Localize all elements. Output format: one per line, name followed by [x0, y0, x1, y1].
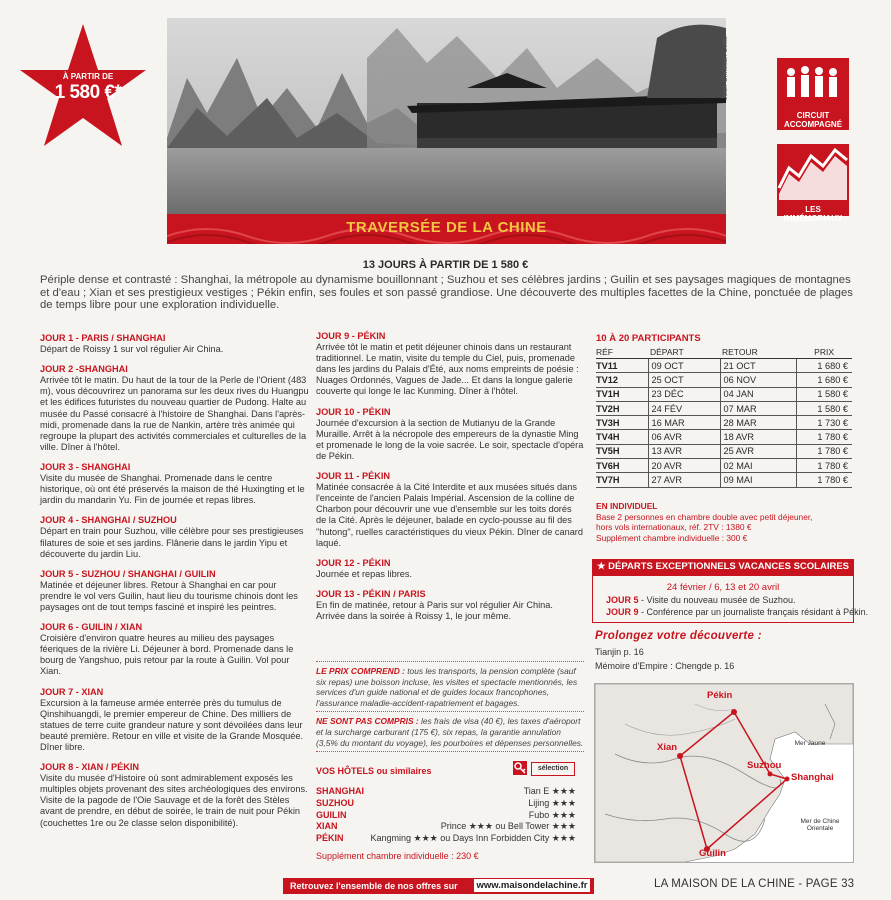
column-header: PRIX [796, 346, 852, 359]
map-city-beijing: Pékin [707, 690, 733, 701]
price-cell: 1 580 € [796, 387, 852, 401]
return-cell: 07 MAR [720, 401, 796, 415]
photo-credit: Jean-Christian Cottu [722, 36, 729, 100]
excludes-label: NE SONT PAS COMPRIS : [316, 716, 419, 727]
price-cell: 1 580 € [796, 401, 852, 415]
map-city-guilin: Guilin [699, 848, 726, 859]
map-city-xian: Xian [657, 742, 678, 753]
hotel-name: Prince ★★★ ou Bell Tower ★★★ [440, 821, 576, 832]
hotel-row [316, 786, 576, 798]
day-title: JOUR 10 - PÉKIN [316, 406, 391, 417]
price-cell: 1 780 € [796, 473, 852, 487]
individual-heading: EN INDIVIDUEL [596, 501, 658, 511]
selection-label: sélection [531, 762, 575, 776]
return-cell: 06 NOV [720, 373, 796, 387]
immemoriaux-badge [777, 144, 849, 223]
day-text: Croisière d'environ quatre heures au milieu des paysages féeriques de la rivière Li. Déjeuner à bord. Promenade dans le bourg de Yangshuo, puis retour par la route à Guilin. Vol pour Xian. [40, 633, 294, 677]
day-title: JOUR 3 - SHANGHAI [40, 461, 131, 472]
depart-cell: 09 OCT [648, 359, 720, 373]
day-text: Journée et repas libres. [316, 568, 413, 579]
extensions-title: Prolongez votre découverte : [595, 630, 762, 642]
sea-label-line: Mer de Chine [800, 818, 840, 825]
exceptional-day: JOUR 9 [606, 607, 639, 617]
depart-cell: 16 MAR [648, 416, 720, 430]
ref-cell: TV11 [596, 359, 648, 373]
depart-cell: 24 FÉV [648, 401, 720, 415]
exceptional-line [606, 607, 868, 617]
depart-cell: 13 AVR [648, 444, 720, 458]
excludes-text: les frais de visa (40 €), les taxes d'aéroport et la surcharge carburant (175 €), six repas, la garantie annulation (3,5% du montant du voyage), les pourboires et dépenses personnelles. [316, 716, 584, 748]
column-header: RETOUR [720, 346, 796, 359]
badge-label-2: ACCOMPAGNÉ [783, 120, 843, 129]
table-header-row [596, 346, 852, 359]
table-row [596, 387, 852, 401]
individual-line: Supplément chambre individuelle : 300 € [596, 532, 748, 543]
page-number: LA MAISON DE LA CHINE - PAGE 33 [654, 878, 855, 890]
individual-line: Base 2 personnes en chambre double avec petit déjeuner, [596, 511, 813, 522]
badge-label-1: CIRCUIT [796, 111, 830, 120]
table-row [596, 359, 852, 373]
ref-cell: TV2H [596, 401, 648, 415]
hotels-list [316, 786, 576, 845]
ref-cell: TV1H [596, 387, 648, 401]
day-title: JOUR 4 - SHANGHAI / SUZHOU [40, 515, 177, 526]
dotted-divider [316, 751, 584, 752]
return-cell: 09 MAI [720, 473, 796, 487]
exceptional-day: JOUR 5 [606, 595, 639, 605]
exceptional-title: ★ DÉPARTS EXCEPTIONNELS VACANCES SCOLAIRES [596, 561, 850, 572]
day-title: JOUR 13 - PÉKIN / PARIS [316, 588, 426, 599]
hotel-name: Lijing ★★★ [528, 797, 576, 808]
itinerary-column-2 [316, 331, 584, 631]
day-title: JOUR 7 - XIAN [40, 686, 104, 697]
hotel-city: SUZHOU [316, 797, 354, 808]
return-cell: 04 JAN [720, 387, 796, 401]
day-text: Journée d'excursion à la section de Mutianyu de la Grande Muraille. Arrêt à la nécropole des empereurs de la dynastie Ming et promenade le long de la voie sacrée. Le soir, spectacle d'opéra de Pékin. [316, 417, 584, 461]
star-price: 1 580 €* [54, 82, 122, 103]
intro-paragraph: Périple dense et contrasté : Shanghai, la métropole au dynamisme bouillonnant ; Suzhou et ses célèbres jardins ; Guilin et ses paysages magiques de montagnes et d'eau ; Xian et ses prestigieux vestiges ; Pékin enfin, ses foules et son passé grandiose. Une découverte des multiples facettes de la Chine, ponctuée de plages de temps libre pour une exploration individuelle. [40, 274, 853, 311]
star-prefix: À PARTIR DE [62, 72, 114, 81]
day-text: Visite du musée de Shanghai. Promenade dans le centre historique, où ont été préservés la maison de thé Huxingting et le jardin du mandarin Yu. Fin de journée et repas libres. [40, 473, 305, 506]
individual-line: hors vols internationaux, réf. 2TV : 1380 € [596, 522, 752, 533]
day-text: Visite du musée d'Histoire où sont admirablement exposés les multiples objets provenant des sites archéologiques des environs. Visite de la pagode de l'Oie Sauvage et de la forêt des Stèles avant de prendre, en début de soirée, le train de nuit pour Pékin (couchettes 1re ou 2e classe selon disponibilité). [40, 773, 308, 828]
depart-cell: 25 OCT [648, 373, 720, 387]
return-cell: 28 MAR [720, 416, 796, 430]
itinerary-column-1 [40, 333, 310, 838]
day-text: Matinée consacrée à la Cité Interdite et aux musées situés dans l'enceinte de l'ancien Palais Impérial. Ascension de la colline de Charbon pour découvrir une vue d'ensemble sur les toits dorés de la Cité. Après le déjeuner, balade en cyclo-pousse au fil des "hutong", ruelles caractéristiques du vieux Pékin. Dîner de canard laqué. [316, 482, 583, 548]
exceptional-text: - Conférence par un journaliste français résidant à Pékin. [638, 607, 869, 617]
table-row [596, 444, 852, 458]
return-cell: 02 MAI [720, 459, 796, 473]
return-cell: 18 AVR [720, 430, 796, 444]
badge-label-3: LES IMMÉMORIAUX [783, 205, 843, 223]
column-header: RÉF [596, 346, 648, 359]
participants-heading: 10 À 20 PARTICIPANTS [596, 333, 701, 344]
table-row [596, 473, 852, 487]
ref-cell: TV5H [596, 444, 648, 458]
trip-title: TRAVERSÉE DE LA CHINE [346, 219, 547, 236]
footer-prompt: Retrouvez l'ensemble de nos offres sur [290, 881, 458, 891]
includes-text: tous les transports, la pension complète (sauf six repas) une boisson incluse, les visites et spectacle mentionnés, les services d'un guide national et de guides locaux francophones, l'assurance maladie-accident-rapatriement et bagages. [316, 666, 578, 708]
price-cell: 1 730 € [796, 416, 852, 430]
hotels-heading: VOS HÔTELS ou similaires [316, 766, 432, 776]
hotel-city: SHANGHAI [316, 786, 365, 796]
extension-item: Tianjin p. 16 [595, 647, 644, 657]
traveller-group-icon [777, 58, 849, 106]
exceptional-line [606, 595, 795, 605]
day-title: JOUR 9 - PÉKIN [316, 331, 386, 341]
day-title: JOUR 6 - GUILIN / XIAN [40, 622, 143, 633]
day-title: JOUR 11 - PÉKIN [316, 471, 391, 482]
day-text: Matinée et déjeuner libres. Retour à Shanghai en car pour prendre le vol vers Guilin, haut lieu du tourisme chinois dont les paysages ont de tout temps fasciné et inspiré les peintres. [40, 579, 298, 612]
table-row [596, 430, 852, 444]
table-row [596, 459, 852, 473]
price-cell: 1 780 € [796, 430, 852, 444]
hotel-row [316, 810, 576, 822]
hotel-name: Fubo ★★★ [528, 809, 576, 820]
map-city-shanghai: Shanghai [791, 772, 834, 783]
individual-offer [596, 501, 866, 543]
hotel-city: PÉKIN [316, 833, 344, 844]
circuit-badge [777, 58, 849, 130]
day-title: JOUR 12 - PÉKIN [316, 557, 391, 568]
price-cell: 1 780 € [796, 444, 852, 458]
exceptional-text: - Visite du nouveau musée de Suzhou. [638, 595, 796, 605]
hotel-city: XIAN [316, 821, 338, 832]
map-city-suzhou: Suzhou [747, 760, 782, 771]
day-text: Excursion à la fameuse armée enterrée près du tumulus de Qinshihuangdi, le premier empereur de Chine. Des milliers de statues de terre cuite grandeur nature y sont dévoilées dans leur beauté première. Retour en ville et visite de la Grande Mosquée. Dîner libre. [40, 697, 304, 752]
table-row [596, 373, 852, 387]
exceptional-dates: 24 février / 6, 13 et 20 avril [666, 582, 780, 593]
day-text: Arrivée tôt le matin. Du haut de la tour de la Perle de l'Orient (483 m), vous découvrirez un panorama sur les deux rives du Huangpu et les édifices futuristes du nouveau quartier de Pudong. Halte au musée du Passé consacré à l'histoire de Shanghai. Dans l'après-midi, promenade dans la rue de Nankin, artère très animée qui regroupe la plupart des activités commerciales et culturelles de la ville. Dîner à l'hôtel. [40, 375, 309, 452]
day-text: Départ de Roissy 1 sur vol régulier Air China. [40, 344, 224, 355]
price-cell: 1 780 € [796, 459, 852, 473]
column-header: DÉPART [648, 346, 720, 359]
price-conditions [316, 658, 584, 756]
day-title: JOUR 2 -SHANGHAI [40, 364, 128, 375]
website-link[interactable]: www.maisondelachine.fr [474, 879, 590, 892]
key-icon [513, 761, 527, 775]
table-row [596, 401, 852, 415]
dotted-divider [316, 661, 584, 662]
day-title: JOUR 1 - PARIS / SHANGHAI [40, 333, 166, 343]
ref-cell: TV3H [596, 416, 648, 430]
day-text: Départ en train pour Suzhou, ville célèbre pour ses prestigieuses filatures de soie et ses jardins. Flânerie dans le jardin Yipu et découverte du jardin Liu. [40, 526, 304, 559]
trip-subtitle: 13 JOURS À PARTIR DE 1 580 € [362, 259, 529, 271]
map-sea-east-china [793, 818, 847, 832]
sea-label-line: Orientale [806, 825, 834, 832]
ref-cell: TV7H [596, 473, 648, 487]
depart-cell: 23 DÉC [648, 387, 720, 401]
day-text: En fin de matinée, retour à Paris sur vol régulier Air China. Arrivée dans la soirée à Roissy 1, le jour même. [316, 599, 553, 622]
price-cell: 1 680 € [796, 373, 852, 387]
departures-table [596, 346, 852, 488]
table-row [596, 416, 852, 430]
depart-cell: 20 AVR [648, 459, 720, 473]
great-wall-icon [777, 144, 849, 200]
depart-cell: 27 AVR [648, 473, 720, 487]
ref-cell: TV12 [596, 373, 648, 387]
dotted-divider [316, 711, 584, 712]
hotel-city: GUILIN [316, 809, 347, 820]
return-cell: 21 OCT [720, 359, 796, 373]
hotel-row [316, 833, 576, 845]
hotel-row [316, 821, 576, 833]
day-title: JOUR 8 - XIAN / PÉKIN [40, 762, 140, 773]
hotel-name: Kangming ★★★ ou Days Inn Forbidden City ★★★ [370, 833, 576, 844]
depart-cell: 06 AVR [648, 430, 720, 444]
hotel-row [316, 798, 576, 810]
landscape-photo [167, 18, 726, 214]
return-cell: 25 AVR [720, 444, 796, 458]
day-title: JOUR 5 - SUZHOU / SHANGHAI / GUILIN [40, 568, 216, 579]
map-sea-yellow: Mer Jaune [794, 740, 826, 747]
hotel-name: Tian E ★★★ [523, 786, 576, 796]
route-map [594, 683, 854, 863]
ref-cell: TV6H [596, 459, 648, 473]
price-cell: 1 680 € [796, 359, 852, 373]
includes-label: LE PRIX COMPREND : [316, 666, 405, 676]
hotel-supplement: Supplément chambre individuelle : 230 € [316, 851, 479, 861]
extension-item: Mémoire d'Empire : Chengde p. 16 [595, 661, 735, 671]
ref-cell: TV4H [596, 430, 648, 444]
day-text: Arrivée tôt le matin et petit déjeuner chinois dans un restaurant traditionnel. Le matin, visite du temple du Ciel, puis, promenade dans les jardins du Palais d'Été, aux noms empreints de poésie : Nuages Ordonnés, Vagues de Jade... Et dans la longue galerie couverte qui longe le lac Kunming. Dîner à l'hôtel. [316, 342, 579, 397]
